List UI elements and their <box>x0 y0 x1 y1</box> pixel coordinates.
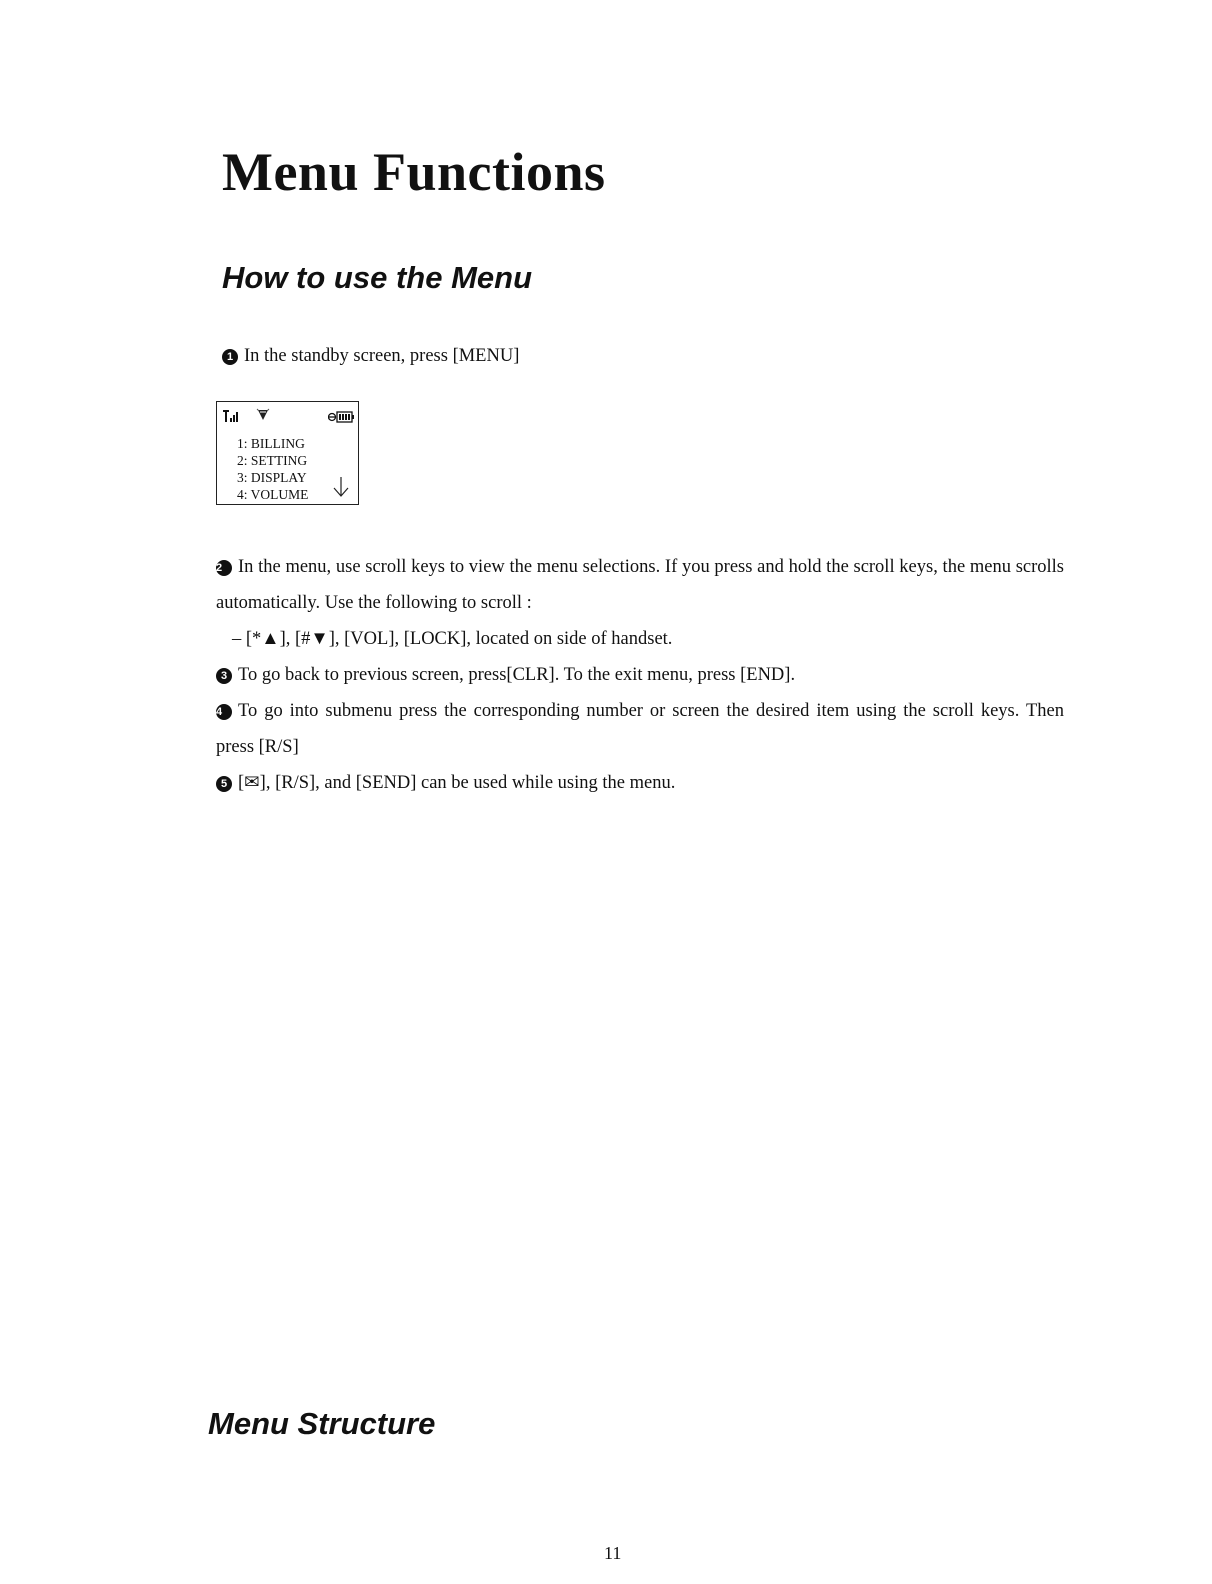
lcd-screen <box>216 401 359 505</box>
lcd-menu-item-billing[interactable]: 1: BILLING <box>237 436 305 451</box>
step-4 <box>216 693 1064 765</box>
lcd-menu-list <box>237 435 308 503</box>
section-heading-menu-structure: Menu Structure <box>208 1406 436 1441</box>
lcd-menu-item-display[interactable]: 3: DISPLAY <box>237 470 307 485</box>
signal-strength-icon <box>223 410 241 422</box>
step-3-text: To go back to previous screen, press[CLR]. To the exit menu, press [END]. <box>238 665 796 685</box>
step-5-text: [✉], [R/S], and [SEND] can be used while using the menu. <box>238 773 676 793</box>
step-1 <box>222 338 1070 374</box>
step-number-2-icon: 2 <box>216 560 232 576</box>
page-number: 11 <box>604 1543 622 1563</box>
step-number-5-icon: 5 <box>216 776 232 792</box>
step-2-scroll-keys: – [*▲], [#▼], [VOL], [LOCK], located on side of handset. <box>232 629 673 649</box>
step-number-3-icon: 3 <box>216 668 232 684</box>
battery-icon <box>328 411 354 423</box>
step-2-text: In the menu, use scroll keys to view the menu selections. If you press and hold the scroll keys, the menu scrolls automatically. Use the following to scroll : <box>216 557 1064 613</box>
scroll-down-arrow-icon <box>333 476 349 498</box>
step-5 <box>216 765 1064 801</box>
step-number-4-icon: 4 <box>216 704 232 720</box>
lcd-menu-item-setting[interactable]: 2: SETTING <box>237 453 308 468</box>
page-title: Menu Functions <box>222 142 606 202</box>
lcd-menu-item-volume[interactable]: 4: VOLUME <box>237 487 309 502</box>
section-heading-how-to: How to use the Menu <box>222 260 532 295</box>
step-1-text: In the standby screen, press [MENU] <box>244 346 520 366</box>
step-2 <box>216 549 1064 621</box>
step-number-1-icon: 1 <box>222 349 238 365</box>
antenna-icon <box>256 408 270 422</box>
lcd-status-bar <box>217 402 358 426</box>
step-3 <box>216 657 1064 693</box>
step-4-text: To go into submenu press the corresponding number or screen the desired item using the scroll keys. Then press [R/S] <box>216 701 1064 757</box>
